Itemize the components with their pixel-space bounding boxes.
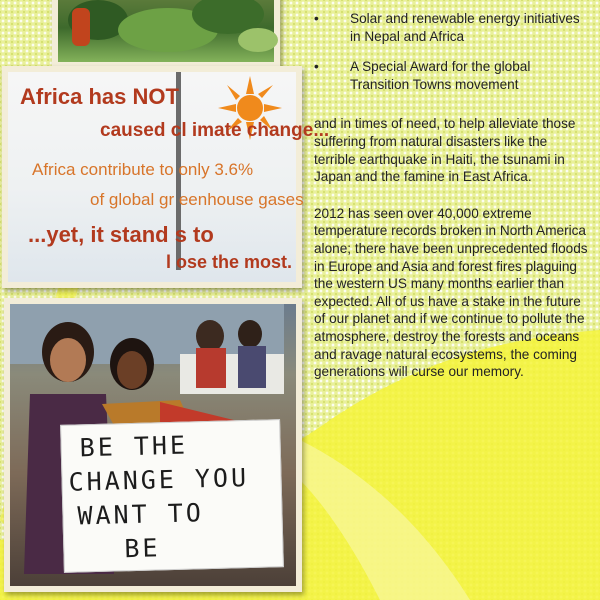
protest-sign xyxy=(60,419,284,573)
bullet-item xyxy=(314,10,592,45)
banner-line-1: Africa has NOT xyxy=(20,84,179,109)
plants-illustration xyxy=(58,0,262,50)
photo-protest xyxy=(4,298,302,592)
banner-line-4: of global gr eenhouse gases xyxy=(90,190,304,209)
photo-plants xyxy=(52,0,280,68)
banner-line-5: ...yet, it stand s to xyxy=(28,222,214,247)
banner-line-3: Africa contribute to only 3.6% xyxy=(32,160,254,179)
banner-line-6: l ose the most. xyxy=(166,252,293,272)
photo-plants-image xyxy=(58,0,274,62)
bullet-marker: • xyxy=(314,11,319,26)
bullet-text: Solar and renewable energy initiatives in Nepal and Africa xyxy=(350,11,580,44)
paragraph-disasters: and in times of need, to help alleviate those suffering from natural disasters like the terrible earthquake in Haiti, the tsunami in Japan and the famine in East Africa. xyxy=(314,116,576,185)
climate-banner xyxy=(8,72,330,282)
protest-scene xyxy=(10,304,296,586)
sign-line-4: BE xyxy=(123,533,161,564)
photo-climate-banner xyxy=(2,66,330,288)
banner-line-2: caused cl imate change... xyxy=(100,120,330,141)
sign-line-2: CHANGE YOU xyxy=(68,462,250,497)
paragraph-climate-records: 2012 has seen over 40,000 extreme temperature records broken in North America alone; there have been unprecedented floods in Europe and Asia and forest fires plaguing the western US many months earlier than expected. All of us have a stake in the future of our planet and if we continue to pollute the atmosphere, destroy the forests and oceans and ravage natural ecosystems, the coming generations will curse our memory. xyxy=(314,205,588,380)
sign-line-1: BE THE xyxy=(79,430,189,463)
article-text-column xyxy=(314,10,592,400)
bullet-marker: • xyxy=(314,59,319,75)
bullet-text: A Special Award for the global Transition Towns movement xyxy=(350,59,531,92)
bullet-item xyxy=(314,58,592,93)
sign-line-3: WANT TO xyxy=(77,498,205,531)
